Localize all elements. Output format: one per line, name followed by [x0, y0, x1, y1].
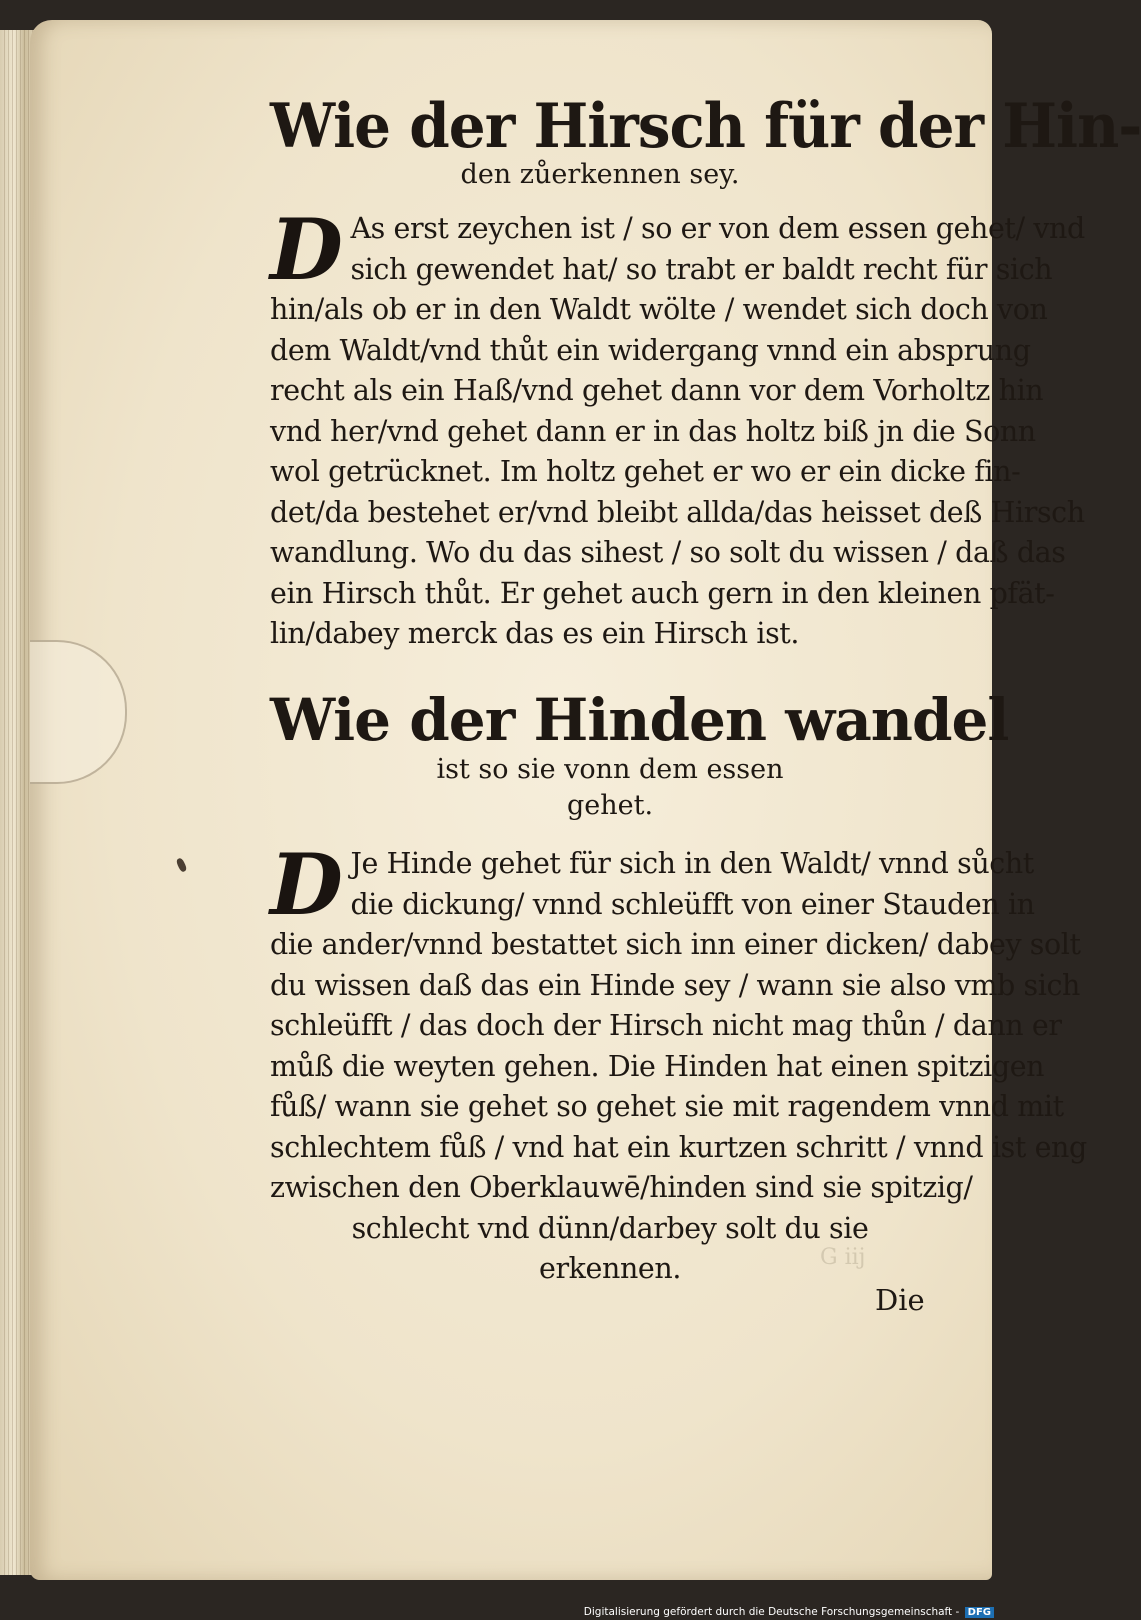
bleed-through-signature: G iij	[820, 1245, 866, 1270]
text-line: fůß/ wann sie gehet so gehet sie mit ragendem vnnd mit	[270, 1090, 1064, 1124]
text-line: můß die weyten gehen. Die Hinden hat einen spitzigen	[270, 1049, 1045, 1083]
text-line: wol getrücknet. Im holtz gehet er wo er ein dicke fin-	[270, 455, 1021, 489]
digitization-credit	[584, 1606, 994, 1618]
text-line: det/da bestehet er/vnd bleibt allda/das heisset deß Hirsch	[270, 495, 1085, 529]
drop-cap-initial: D	[270, 835, 343, 935]
text-line: lin/dabey merck das es ein Hirsch ist.	[270, 617, 800, 651]
text-line-centered: schlecht vnd dünn/darbey solt du sie	[351, 1211, 869, 1245]
text-line: vnd her/vnd gehet dann er in das holtz biß jn die Sonn	[270, 414, 1036, 448]
text-line: ein Hirsch thůt. Er gehet auch gern in den kleinen pfät-	[270, 576, 1055, 610]
paper-bookmark-strip	[30, 640, 127, 784]
section-heading-2: Wie der Hinden wandel	[270, 685, 1009, 754]
text-line: As erst zeychen ist / so er von dem essen gehet/ vnd	[350, 212, 1085, 246]
credit-text: Digitalisierung gefördert durch die Deutsche Forschungsgemeinschaft -	[583, 1606, 960, 1618]
drop-cap-initial: D	[270, 200, 343, 300]
dfg-logo: DFG	[965, 1607, 994, 1618]
text-line: die ander/vnnd bestattet sich inn einer dicken/ dabey solt	[270, 928, 1081, 962]
section-heading-1-continuation: den zůerkennen sey.	[460, 158, 740, 190]
text-line-centered: zwischen den Oberklauwē/hinden sind sie spitzig/	[270, 1171, 973, 1205]
paragraph-2	[270, 835, 1087, 1290]
text-line-centered: erkennen.	[538, 1252, 682, 1286]
text-line: wandlung. Wo du das sihest / so solt du wissen / daß das	[270, 536, 1066, 570]
text-line: du wissen daß das ein Hinde sey / wann sie also vmb sich	[270, 968, 1081, 1002]
ink-speck	[175, 857, 187, 873]
text-line: die dickung/ vnnd schleüfft von einer Stauden in	[350, 887, 1035, 921]
text-line: schlechtem fůß / vnd hat ein kurtzen schritt / vnnd ist eng	[270, 1130, 1087, 1164]
page-text-block	[270, 90, 1141, 1290]
section-heading-1: Wie der Hirsch für der Hin-	[270, 90, 1141, 162]
text-line: dem Waldt/vnd thůt ein widergang vnnd ein absprung	[270, 333, 1031, 367]
text-line: sich gewendet hat/ so trabt er baldt recht für sich	[350, 252, 1053, 286]
text-line: hin/als ob er in den Waldt wölte / wendet sich doch von	[270, 293, 1048, 327]
text-line: recht als ein Haß/vnd gehet dann vor dem Vorholtz hin	[270, 374, 1044, 408]
paragraph-1	[270, 200, 1085, 655]
section-heading-2-subline: ist so sie vonn dem essen	[436, 754, 784, 786]
text-line: schleüfft / das doch der Hirsch nicht mag thůn / dann er	[270, 1009, 1062, 1043]
text-line: Je Hinde gehet für sich in den Waldt/ vnnd sůcht	[350, 847, 1034, 881]
catchword: Die	[875, 1283, 925, 1317]
section-heading-2-subline: gehet.	[566, 790, 654, 822]
